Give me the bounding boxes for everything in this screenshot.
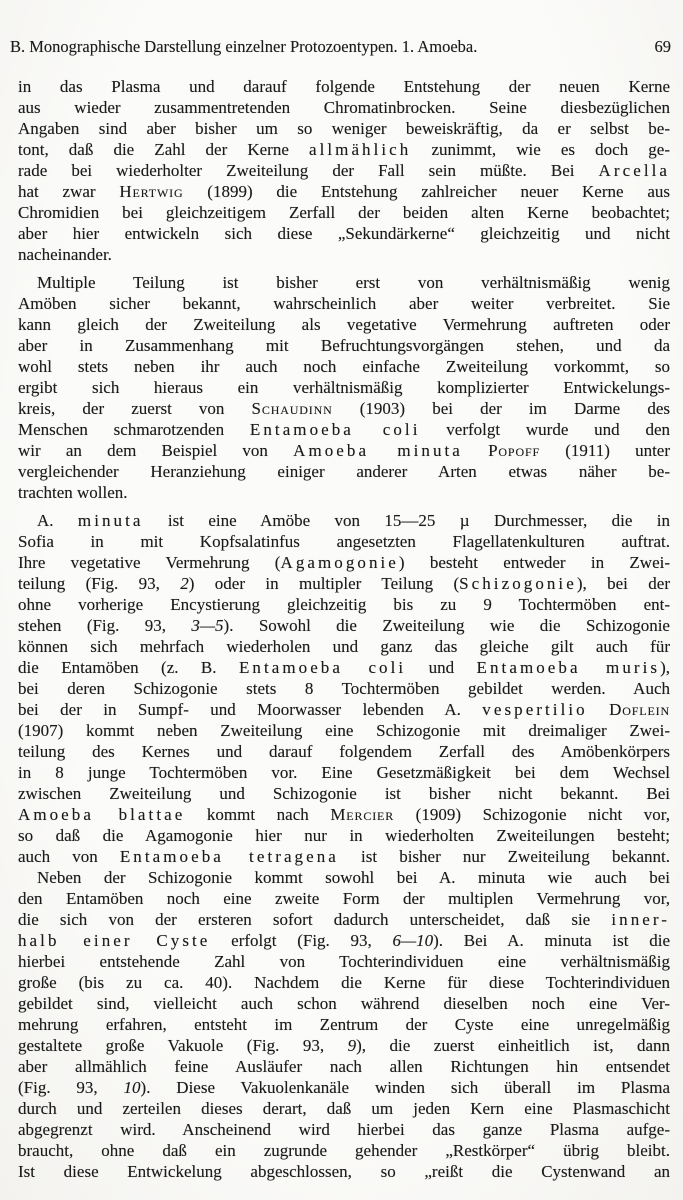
text-line: [18, 377, 670, 398]
text-segment: aber hier entwickeln sich diese „Sekundärkerne“ gleichzeitig und nicht: [18, 224, 670, 243]
text-line: [18, 573, 670, 594]
running-head-title: B. Monographische Darstellung einzelner Protozoentypen. 1. Amoeba.: [10, 37, 478, 56]
text-segment: ohne vorherige Encystierung gleichzeitig bis zu 9 Tochtermöben ent-: [18, 595, 670, 614]
page-number: 69: [654, 37, 671, 56]
text-line: [18, 993, 670, 1014]
text-segment: vergleichender Heranziehung einiger anderer Arten etwas näher be-: [18, 462, 670, 481]
text-line: [18, 202, 670, 223]
emphasized-term: Entamoeba coli: [238, 658, 407, 677]
emphasized-term: halb einer Cyste: [18, 931, 211, 950]
page-header: [10, 36, 671, 57]
text-segment: ). Diese Vakuolenkanäle winden sich überall im Plasma: [140, 1078, 670, 1097]
text-segment: ) besteht entweder in Zwei-: [398, 553, 670, 572]
emphasized-term: inner-: [611, 910, 670, 929]
figure-number: 6—10: [392, 931, 434, 950]
text-segment: [588, 700, 609, 719]
text-segment: mehrung erfahren, entsteht im Zentrum der Cyste eine unregelmäßig: [18, 1015, 670, 1034]
text-line: [18, 930, 670, 951]
text-segment: ), die zuerst einheitlich ist, dann: [356, 1036, 670, 1055]
text-line: [18, 510, 670, 531]
text-line: [18, 825, 670, 846]
text-segment: Sofia in mit Kopfsalatinfus angesetzten Flagellatenkulturen auftrat.: [18, 532, 670, 551]
text-segment: gestaltete große Vakuole (Fig. 93,: [18, 1036, 348, 1055]
text-segment: erfolgt (Fig. 93,: [210, 931, 393, 950]
text-segment: tont, daß die Zahl der Kerne: [18, 140, 309, 159]
text-segment: bei deren Schizogonie stets 8 Tochtermöben gebildet werden. Auch: [18, 679, 670, 698]
text-segment: durch und zerteilen dieses derart, daß um jeden Kern eine Plasmaschicht: [18, 1099, 670, 1118]
text-line: [18, 1035, 670, 1056]
text-line: [18, 1140, 670, 1161]
text-segment: (1911) unter: [540, 441, 671, 460]
emphasized-term: Entamoeba tetragena: [119, 847, 339, 866]
text-line: [18, 1119, 670, 1140]
text-line: [18, 482, 670, 503]
text-segment: können sich mehrfach wiederholen und ganz das gleiche gilt auch für: [18, 637, 670, 656]
text-segment: ), bei der: [576, 574, 670, 593]
author-name: Mercier: [330, 805, 395, 824]
text-segment: aber in Zusammenhang mit Befruchtungsvorgängen stehen, und da: [18, 336, 670, 355]
text-segment: stehen (Fig. 93,: [18, 616, 192, 635]
emphasized-term: Amoeba blattae: [18, 805, 186, 824]
text-segment: und: [406, 658, 477, 677]
text-line: [18, 783, 670, 804]
text-segment: Ist diese Entwickelung abgeschlossen, so „reißt die Cystenwand an: [18, 1162, 670, 1181]
author-name: Doflein: [609, 700, 670, 719]
text-line: [18, 636, 670, 657]
text-line: [18, 741, 670, 762]
text-segment: (Fig. 93,: [18, 1078, 124, 1097]
text-segment: aus wieder zusammentretenden Chromatinbrocken. Seine diesbezüglichen: [18, 98, 670, 117]
text-segment: kann gleich der Zweiteilung als vegetative Vermehrung auftreten oder: [18, 315, 670, 334]
text-line: [18, 97, 670, 118]
text-segment: gebildet sind, vielleicht auch schon während dieselben noch eine Ver-: [18, 994, 670, 1013]
text-segment: [463, 441, 488, 460]
text-block: [18, 76, 670, 1182]
text-segment: zunimmt, wie es doch ge-: [411, 140, 670, 159]
text-segment: (1909) Schizogonie nicht vor,: [394, 805, 670, 824]
text-segment: wir an dem Beispiel von: [18, 441, 294, 460]
text-line: [18, 1014, 670, 1035]
text-segment: teilung (Fig. 93,: [18, 574, 181, 593]
text-segment: wohl stets neben ihr auch noch einfache Zweiteilung vorkommt, so: [18, 357, 670, 376]
text-segment: Multiple Teilung ist bisher erst von verhältnismäßig wenig: [37, 273, 670, 292]
emphasized-term: Arcella: [598, 161, 670, 180]
emphasized-term: Entamoeba coli: [249, 420, 421, 439]
text-segment: ist eine Amöbe von 15—25 µ Durchmesser, die in: [143, 511, 671, 530]
text-segment: hierbei entstehende Zahl von Tochterindividuen eine verhältnismäßig: [18, 952, 670, 971]
text-line: [18, 678, 670, 699]
text-segment: ) oder in multipler Teilung (: [188, 574, 460, 593]
text-line: [18, 419, 670, 440]
text-line: [18, 139, 670, 160]
text-line: [18, 699, 670, 720]
text-line: [18, 223, 670, 244]
emphasized-term: Schizogonie: [459, 574, 577, 593]
text-line: [18, 867, 670, 888]
text-line: [18, 118, 670, 139]
emphasized-term: allmählich: [309, 140, 412, 159]
emphasized-term: Entamoeba muris: [476, 658, 661, 677]
text-segment: ). Bei A. minuta ist die: [433, 931, 670, 950]
paragraph: [18, 510, 670, 867]
text-segment: (1903) bei der im Darme des: [332, 399, 670, 418]
text-segment: in das Plasma und darauf folgende Entstehung der neuen Kerne: [18, 77, 670, 96]
text-segment: so daß die Agamogonie hier nur in wiederholten Zweiteilungen besteht;: [18, 826, 670, 845]
text-segment: Ihre vegetative Vermehrung (: [18, 553, 281, 572]
text-segment: (1899) die Entstehung zahlreicher neuer Kerne aus: [183, 182, 670, 201]
text-segment: ergibt sich hieraus ein verhältnismäßig komplizierter Entwickelungs-: [18, 378, 670, 397]
text-line: [18, 76, 670, 97]
text-line: [18, 440, 670, 461]
text-line: [18, 657, 670, 678]
text-segment: aber allmählich feine Ausläufer nach allen Richtungen hin entsendet: [18, 1057, 670, 1076]
text-line: [18, 594, 670, 615]
text-segment: die sich von der ersteren sofort dadurch unterscheidet, daß sie: [18, 910, 612, 929]
text-segment: zwischen Zweiteilung und Schizogonie ist bisher nicht bekannt. Bei: [18, 784, 670, 803]
text-line: [18, 846, 670, 867]
emphasized-term: vespertilio: [482, 700, 588, 719]
emphasized-term: Agamogonie: [280, 553, 399, 572]
text-segment: rade bei wiederholter Zweiteilung der Fall sein müßte. Bei: [18, 161, 599, 180]
text-segment: ist bisher nur Zweiteilung bekannt.: [338, 847, 671, 866]
text-line: [18, 293, 670, 314]
text-segment: teilung des Kernes und darauf folgendem Zerfall des Amöbenkörpers: [18, 742, 670, 761]
text-line: [18, 762, 670, 783]
emphasized-term: minuta: [77, 511, 144, 530]
text-segment: kreis, der zuerst von: [18, 399, 252, 418]
text-segment: trachten wollen.: [18, 483, 128, 502]
text-line: [18, 398, 670, 419]
emphasized-term: Amoeba minuta: [293, 441, 463, 460]
text-line: [18, 1161, 670, 1182]
text-segment: bei der in Sumpf- und Moorwasser lebenden A.: [18, 700, 483, 719]
text-segment: in 8 junge Tochtermöben vor. Eine Gesetzmäßigkeit bei dem Wechsel: [18, 763, 670, 782]
text-line: [18, 272, 670, 293]
text-line: [18, 356, 670, 377]
text-line: [18, 615, 670, 636]
text-segment: die Entamöben (z. B.: [18, 658, 239, 677]
text-segment: Neben der Schizogonie kommt sowohl bei A. minuta wie auch bei: [37, 868, 670, 887]
figure-number: 3—5: [191, 616, 224, 635]
text-segment: große (bis zu ca. 40). Nachdem die Kerne für diese Tochterindividuen: [18, 973, 670, 992]
text-segment: den Entamöben noch eine zweite Form der multiplen Vermehrung vor,: [18, 889, 670, 908]
figure-number: 10: [123, 1078, 141, 1097]
text-segment: Chromidien bei gleichzeitigem Zerfall der beiden alten Kerne beobachtet;: [18, 203, 670, 222]
text-line: [18, 531, 670, 552]
text-line: [18, 461, 670, 482]
author-name: Popoff: [488, 441, 541, 460]
text-segment: Amöben sicher bekannt, wahrscheinlich aber weiter verbreitet. Sie: [18, 294, 670, 313]
text-line: [18, 335, 670, 356]
text-line: [18, 244, 670, 265]
paragraph: [18, 76, 670, 265]
text-line: [18, 909, 670, 930]
text-line: [18, 160, 670, 181]
text-line: [18, 1077, 670, 1098]
paragraph: [18, 867, 670, 1182]
text-line: [18, 552, 670, 573]
text-segment: A.: [37, 511, 78, 530]
text-segment: hat zwar: [18, 182, 120, 201]
text-line: [18, 951, 670, 972]
text-line: [18, 1056, 670, 1077]
text-segment: ). Sowohl die Zweiteilung wie die Schizogonie: [223, 616, 670, 635]
paragraph: [18, 272, 670, 503]
text-line: [18, 314, 670, 335]
author-name: Schaudinn: [251, 399, 333, 418]
text-line: [18, 720, 670, 741]
text-segment: braucht, ohne daß ein zugrunde gehender „Restkörper“ übrig bleibt.: [18, 1141, 670, 1160]
text-segment: Menschen schmarotzenden: [18, 420, 250, 439]
text-line: [18, 1098, 670, 1119]
text-segment: (1907) kommt neben Zweiteilung eine Schizogonie mit dreimaliger Zwei-: [18, 721, 670, 740]
author-name: Hertwig: [119, 182, 184, 201]
text-segment: abgegrenzt wird. Anscheinend wird hierbei das ganze Plasma aufge-: [18, 1120, 670, 1139]
text-segment: verfolgt wurde und den: [420, 420, 670, 439]
figure-number: 2: [180, 574, 189, 593]
text-line: [18, 181, 670, 202]
text-segment: Angaben sind aber bisher um so weniger beweiskräftig, da er selbst be-: [18, 119, 670, 138]
text-segment: nacheinander.: [18, 245, 112, 264]
text-segment: auch von: [18, 847, 120, 866]
text-segment: ),: [660, 658, 670, 677]
figure-number: 9: [347, 1036, 357, 1055]
text-segment: kommt nach: [185, 805, 331, 824]
text-line: [18, 804, 670, 825]
text-line: [18, 888, 670, 909]
text-line: [18, 972, 670, 993]
